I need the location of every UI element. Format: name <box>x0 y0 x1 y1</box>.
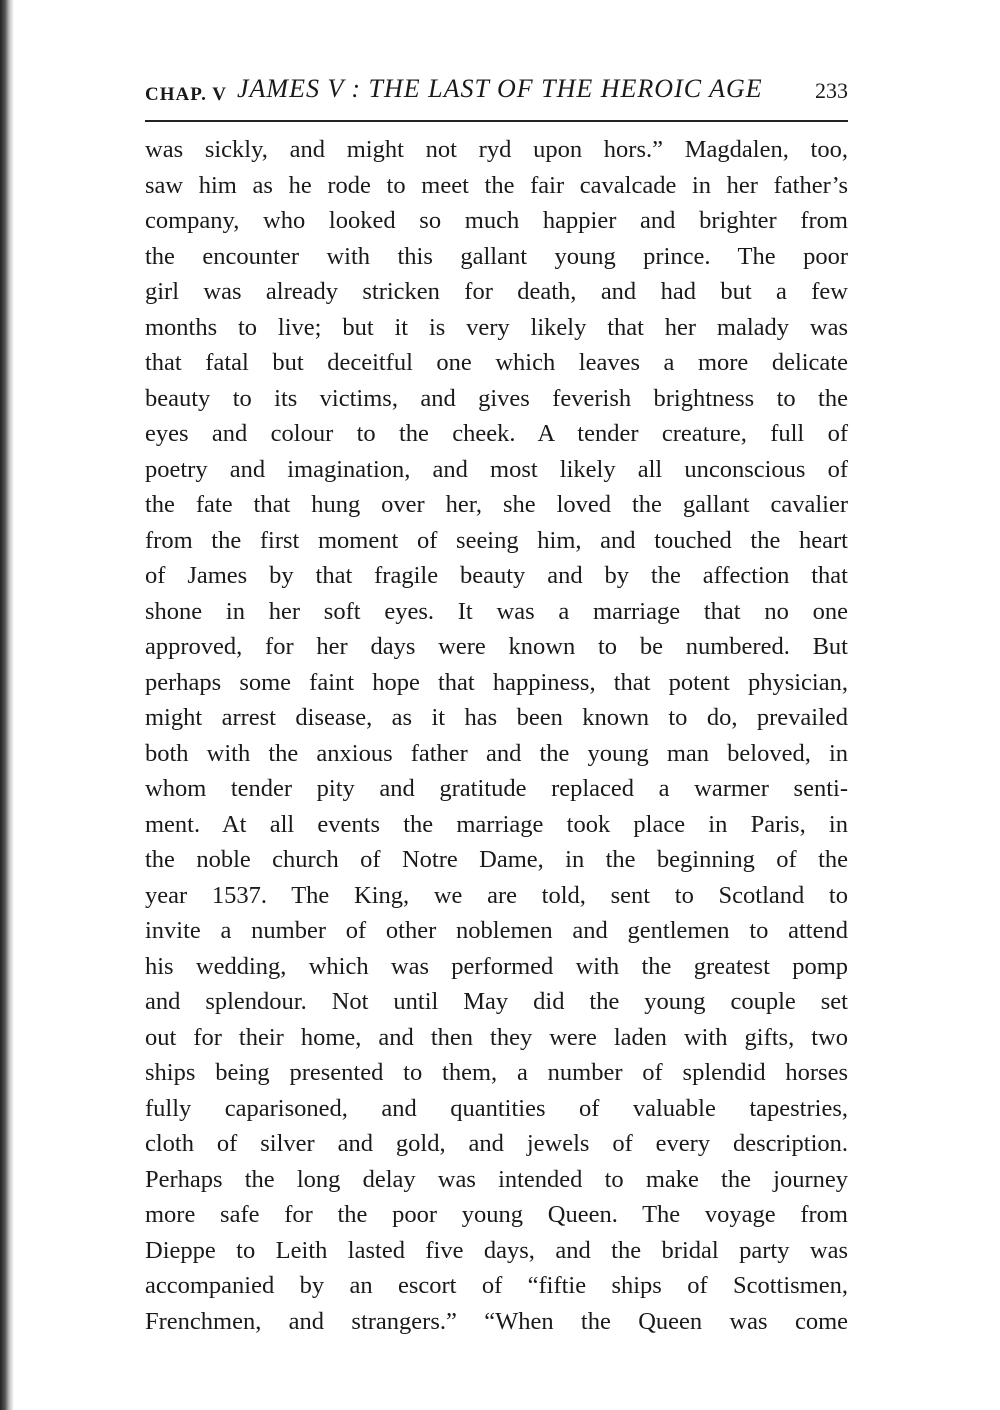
text-line: more safe for the poor young Queen. The voyage from <box>145 1201 848 1228</box>
text-line: the encounter with this gallant young prince. The poor <box>145 242 848 270</box>
text-line: fully caparisoned, and quantities of valuable tapestries, <box>145 1094 848 1122</box>
text-line: the fate that hung over her, she loved the gallant cavalier <box>145 491 848 518</box>
text-line: was sickly, and might not ryd upon hors.” Magdalen, too, <box>145 136 848 163</box>
text-line: Perhaps the long delay was intended to make the journey <box>145 1165 848 1193</box>
text-line: saw him as he rode to meet the fair cavalcade in her father’s <box>145 171 848 199</box>
text-line: and splendour. Not until May did the young couple set <box>145 988 848 1015</box>
text-line: beauty to its victims, and gives feverish brightness to the <box>145 384 848 412</box>
text-line: approved, for her days were known to be numbered. But <box>145 633 848 660</box>
text-line: invite a number of other noblemen and gentlemen to attend <box>145 917 848 944</box>
running-header <box>145 72 848 108</box>
text-line: company, who looked so much happier and brighter from <box>145 207 848 234</box>
text-line: perhaps some faint hope that happiness, that potent physician, <box>145 668 848 696</box>
text-line: Frenchmen, and strangers.” “When the Queen was come <box>145 1307 848 1335</box>
text-line: months to live; but it is very likely that her malady was <box>145 313 848 341</box>
book-binding-edge <box>0 0 14 1410</box>
text-line: poetry and imagination, and most likely all unconscious of <box>145 455 848 483</box>
text-line: from the first moment of seeing him, and touched the heart <box>145 526 848 554</box>
text-line: out for their home, and then they were laden with gifts, two <box>145 1023 848 1051</box>
header-rule <box>145 120 848 122</box>
chapter-label: CHAP. V <box>145 84 227 105</box>
text-line: of James by that fragile beauty and by the affection that <box>145 562 848 589</box>
text-line: ships being presented to them, a number of splendid horses <box>145 1059 848 1086</box>
text-line: cloth of silver and gold, and jewels of every description. <box>145 1130 848 1157</box>
text-line: ment. At all events the marriage took place in Paris, in <box>145 810 848 838</box>
text-line: year 1537. The King, we are told, sent to Scotland to <box>145 881 848 909</box>
text-line: whom tender pity and gratitude replaced a warmer senti- <box>145 775 848 802</box>
text-line: Dieppe to Leith lasted five days, and the bridal party was <box>145 1236 848 1264</box>
running-title: JAMES V : THE LAST OF THE HEROIC AGE <box>237 74 763 103</box>
text-line: both with the anxious father and the young man beloved, in <box>145 739 848 767</box>
text-line: shone in her soft eyes. It was a marriage that no one <box>145 597 848 625</box>
text-line: his wedding, which was performed with the greatest pomp <box>145 952 848 980</box>
text-line: girl was already stricken for death, and had but a few <box>145 278 848 305</box>
text-line: might arrest disease, as it has been known to do, prevailed <box>145 704 848 731</box>
text-line: that fatal but deceitful one which leaves a more delicate <box>145 349 848 376</box>
text-line: eyes and colour to the cheek. A tender creature, full of <box>145 420 848 447</box>
text-line: the noble church of Notre Dame, in the beginning of the <box>145 846 848 873</box>
text-line: accompanied by an escort of “fiftie ships of Scottismen, <box>145 1272 848 1299</box>
body-text <box>145 132 848 1339</box>
page-number: 233 <box>815 78 848 103</box>
